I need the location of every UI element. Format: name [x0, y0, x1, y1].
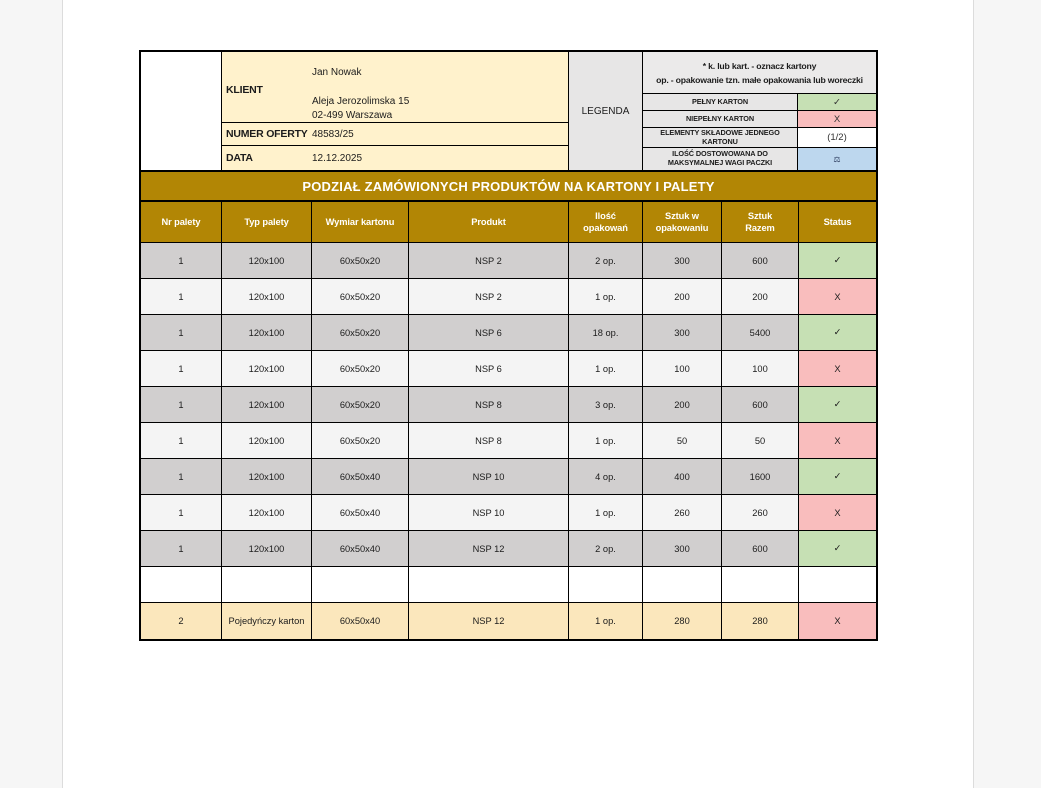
header-produkt: Produkt: [409, 202, 569, 243]
cell-produkt: [409, 567, 569, 603]
legend-label: NIEPEŁNY KARTON: [643, 111, 798, 127]
cell-nr-palety: 1: [141, 279, 222, 315]
legend-label: ILOŚĆ DOSTOWOWANA DO MAKSYMALNEJ WAGI PACZKI: [643, 148, 798, 170]
legend-label: ELEMENTY SKŁADOWE JEDNEGO KARTONU: [643, 128, 798, 147]
cell-nr-palety: 1: [141, 243, 222, 279]
date-label: DATA: [226, 152, 253, 164]
cell-sztuk-razem: [722, 567, 799, 603]
table-row: [141, 351, 876, 387]
cell-typ-palety: 120x100: [222, 279, 312, 315]
cell-nr-palety: 1: [141, 531, 222, 567]
date-value: 12.12.2025: [312, 152, 363, 164]
table-row: [141, 423, 876, 459]
cell-status: ✓: [799, 387, 876, 423]
document-title-bar: PODZIAŁ ZAMÓWIONYCH PRODUKTÓW NA KARTONY I PALETY: [139, 172, 878, 202]
legend-note-line2: op. - opakowanie tzn. małe opakowania lub woreczki: [656, 74, 863, 85]
table-row: [141, 387, 876, 423]
cell-sztuk-w-opakowaniu: 50: [643, 423, 722, 459]
cell-sztuk-w-opakowaniu: 300: [643, 531, 722, 567]
cell-typ-palety: 120x100: [222, 315, 312, 351]
legend-item-partial-carton: [643, 111, 876, 128]
cell-sztuk-razem: 1600: [722, 459, 799, 495]
cell-produkt: NSP 10: [409, 495, 569, 531]
header-typ-palety: Typ palety: [222, 202, 312, 243]
cell-nr-palety: [141, 567, 222, 603]
cell-status: X: [799, 279, 876, 315]
cell-produkt: NSP 12: [409, 531, 569, 567]
cell-typ-palety: 120x100: [222, 495, 312, 531]
cell-typ-palety: Pojedyńczy karton: [222, 603, 312, 639]
cell-status: ✓: [799, 531, 876, 567]
cell-ilosc-opakowan: 2 op.: [569, 531, 643, 567]
cell-produkt: NSP 10: [409, 459, 569, 495]
cell-wymiar-kartonu: 60x50x40: [312, 459, 409, 495]
cell-nr-palety: 1: [141, 387, 222, 423]
cell-sztuk-w-opakowaniu: 260: [643, 495, 722, 531]
cell-produkt: NSP 12: [409, 603, 569, 639]
cell-sztuk-w-opakowaniu: 280: [643, 603, 722, 639]
cell-wymiar-kartonu: 60x50x20: [312, 315, 409, 351]
cell-ilosc-opakowan: 1 op.: [569, 495, 643, 531]
cell-typ-palety: 120x100: [222, 531, 312, 567]
cell-sztuk-razem: 5400: [722, 315, 799, 351]
cell-sztuk-w-opakowaniu: 400: [643, 459, 722, 495]
legend-title-cell: LEGENDA: [568, 52, 643, 170]
legend-item-full-carton: [643, 94, 876, 111]
x-icon: X: [798, 111, 876, 127]
cell-wymiar-kartonu: 60x50x20: [312, 423, 409, 459]
cell-typ-palety: 120x100: [222, 459, 312, 495]
offer-number-value: 48583/25: [312, 128, 354, 140]
cell-sztuk-razem: 600: [722, 387, 799, 423]
cell-sztuk-razem: 100: [722, 351, 799, 387]
cell-nr-palety: 1: [141, 423, 222, 459]
cell-status: X: [799, 495, 876, 531]
header-sztuk-razem: Sztuk Razem: [722, 202, 799, 243]
cell-typ-palety: [222, 567, 312, 603]
cell-nr-palety: 1: [141, 351, 222, 387]
cell-status: ✓: [799, 243, 876, 279]
cell-wymiar-kartonu: [312, 567, 409, 603]
cell-sztuk-w-opakowaniu: 200: [643, 387, 722, 423]
cell-status: X: [799, 423, 876, 459]
cell-wymiar-kartonu: 60x50x40: [312, 603, 409, 639]
legend-label: PEŁNY KARTON: [643, 94, 798, 110]
table-row: [141, 603, 876, 639]
cell-sztuk-razem: 600: [722, 531, 799, 567]
cell-wymiar-kartonu: 60x50x40: [312, 531, 409, 567]
table-row: [141, 315, 876, 351]
cell-sztuk-w-opakowaniu: 300: [643, 243, 722, 279]
cell-nr-palety: 1: [141, 495, 222, 531]
cell-status: X: [799, 351, 876, 387]
cell-typ-palety: 120x100: [222, 423, 312, 459]
legend-block: [643, 52, 876, 170]
cell-sztuk-w-opakowaniu: 200: [643, 279, 722, 315]
cell-sztuk-w-opakowaniu: 300: [643, 315, 722, 351]
table-row: [141, 531, 876, 567]
cell-ilosc-opakowan: 2 op.: [569, 243, 643, 279]
table-row: [141, 495, 876, 531]
cell-wymiar-kartonu: 60x50x20: [312, 387, 409, 423]
cell-nr-palety: 1: [141, 459, 222, 495]
cell-produkt: NSP 6: [409, 315, 569, 351]
table-row: [141, 459, 876, 495]
cell-sztuk-w-opakowaniu: 100: [643, 351, 722, 387]
cell-produkt: NSP 2: [409, 243, 569, 279]
cell-sztuk-razem: 280: [722, 603, 799, 639]
legend-item-max-weight: [643, 148, 876, 170]
legend-note-line1: * k. lub kart. - oznacz kartony: [702, 60, 817, 71]
cell-produkt: NSP 8: [409, 423, 569, 459]
header-wymiar-kartonu: Wymiar kartonu: [312, 202, 409, 243]
cell-ilosc-opakowan: [569, 567, 643, 603]
cell-nr-palety: 2: [141, 603, 222, 639]
table-row: [141, 243, 876, 279]
client-address-line2: 02-499 Warszawa: [312, 110, 393, 121]
client-info-block: [222, 52, 568, 170]
cell-produkt: NSP 8: [409, 387, 569, 423]
order-document: [139, 50, 878, 641]
cell-status: ✓: [799, 459, 876, 495]
date-row: [222, 146, 568, 170]
cell-sztuk-razem: 50: [722, 423, 799, 459]
cell-wymiar-kartonu: 60x50x20: [312, 279, 409, 315]
cell-nr-palety: 1: [141, 315, 222, 351]
client-name: Jan Nowak: [312, 67, 362, 78]
cell-produkt: NSP 6: [409, 351, 569, 387]
table-row: [141, 567, 876, 603]
cell-ilosc-opakowan: 1 op.: [569, 603, 643, 639]
legend-item-carton-components: [643, 128, 876, 148]
cell-typ-palety: 120x100: [222, 351, 312, 387]
legend-note: [643, 52, 876, 94]
cell-wymiar-kartonu: 60x50x40: [312, 495, 409, 531]
cell-status: X: [799, 603, 876, 639]
cell-typ-palety: 120x100: [222, 387, 312, 423]
cell-ilosc-opakowan: 4 op.: [569, 459, 643, 495]
header-status: Status: [799, 202, 876, 243]
offer-number-row: [222, 123, 568, 146]
cell-sztuk-razem: 600: [722, 243, 799, 279]
check-icon: ✓: [798, 94, 876, 110]
cell-ilosc-opakowan: 1 op.: [569, 279, 643, 315]
client-row: [222, 52, 568, 123]
fraction-marker: (1/2): [798, 128, 876, 147]
cell-wymiar-kartonu: 60x50x20: [312, 243, 409, 279]
header-sztuk-w-opakowaniu: Sztuk w opakowaniu: [643, 202, 722, 243]
table-header-row: [141, 202, 876, 243]
cell-typ-palety: 120x100: [222, 243, 312, 279]
header-ilosc-opakowan: Ilość opakowań: [569, 202, 643, 243]
cell-produkt: NSP 2: [409, 279, 569, 315]
cell-sztuk-w-opakowaniu: [643, 567, 722, 603]
cell-status: ✓: [799, 315, 876, 351]
table-body: [141, 243, 876, 639]
cell-ilosc-opakowan: 18 op.: [569, 315, 643, 351]
client-label: KLIENT: [226, 84, 263, 96]
table-row: [141, 279, 876, 315]
weight-balance-icon: ⚖: [833, 154, 841, 164]
cell-sztuk-razem: 200: [722, 279, 799, 315]
cell-sztuk-razem: 260: [722, 495, 799, 531]
client-address-line1: Aleja Jerozolimska 15: [312, 96, 410, 107]
empty-corner-cell: [141, 52, 222, 170]
header-block: [139, 50, 878, 172]
cell-ilosc-opakowan: 3 op.: [569, 387, 643, 423]
header-nr-palety: Nr palety: [141, 202, 222, 243]
cell-wymiar-kartonu: 60x50x20: [312, 351, 409, 387]
cell-ilosc-opakowan: 1 op.: [569, 423, 643, 459]
offer-number-label: NUMER OFERTY: [226, 128, 308, 140]
order-table: [139, 202, 878, 641]
cell-status: [799, 567, 876, 603]
cell-ilosc-opakowan: 1 op.: [569, 351, 643, 387]
sheet-page: [62, 0, 974, 788]
